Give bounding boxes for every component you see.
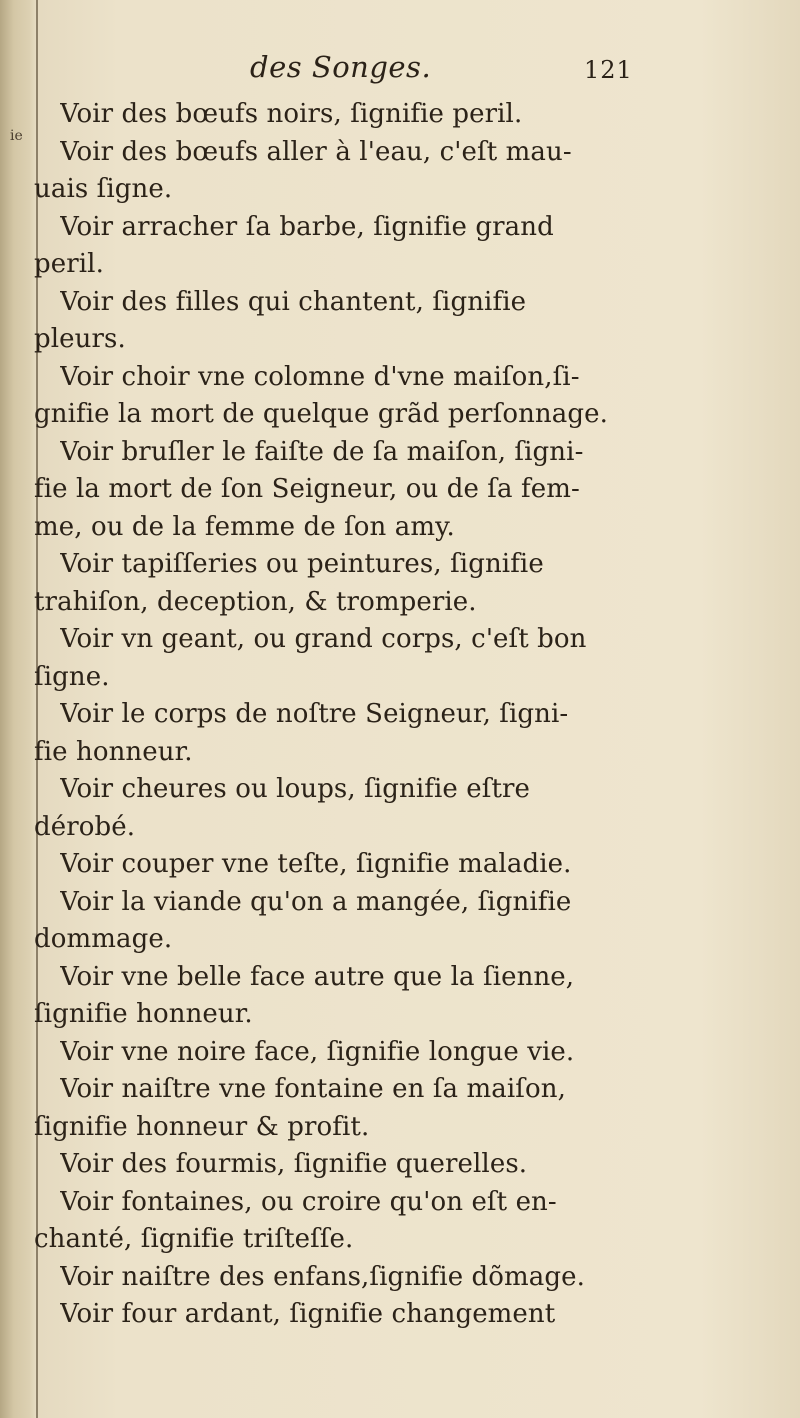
text-line: trahiſon, deception, & tromperie. [34, 586, 477, 617]
text-line: fie la mort de ſon Seigneur, ou de ſa fem- [34, 474, 580, 504]
text-line: ſigne. [34, 661, 110, 692]
text-line: dérobé. [34, 811, 136, 842]
text-line: gnifie la mort de quelque grãd perſonnage. [34, 399, 608, 429]
page-number: 121 [584, 56, 633, 84]
text-line: Voir la viande qu'on a mangée, ſignifie [60, 886, 572, 917]
binding-gutter [0, 0, 38, 1418]
text-line: Voir naiſtre des enfans,ſignifie dõmage. [60, 1261, 585, 1292]
text-line: ſignifie honneur. [34, 999, 253, 1029]
text-line: Voir four ardant, ſignifie changement [60, 1299, 556, 1329]
text-line: pleurs. [34, 324, 126, 354]
text-line: Voir tapiſſeries ou peintures, ſignifie [60, 549, 544, 579]
running-title: des Songes. [250, 50, 432, 84]
text-line: Voir des bœufs aller à l'eau, c'eſt mau- [60, 136, 572, 167]
text-line: Voir couper vne teſte, ſignifie maladie. [60, 849, 572, 879]
text-line: fie honneur. [34, 736, 193, 767]
text-line: Voir vne noire face, ſignifie longue vie. [60, 1036, 575, 1067]
text-line: Voir bruſler le faiſte de ſa maiſon, ſigni- [60, 436, 584, 467]
text-line: Voir fontaines, ou croire qu'on eſt en- [60, 1186, 557, 1217]
gutter-mark: ie [10, 128, 23, 144]
text-line: Voir le corps de noſtre Seigneur, ſigni- [60, 699, 569, 729]
text-line: Voir choir vne colomne d'vne maiſon,ſi- [60, 361, 580, 392]
text-line: Voir arracher ſa barbe, ſignifie grand [60, 211, 554, 242]
text-line: Voir vn geant, ou grand corps, c'eſt bon [60, 624, 587, 654]
page-header [0, 50, 800, 90]
text-line: Voir des filles qui chantent, ſignifie [60, 286, 527, 317]
text-line: chanté, ſignifie triſteſſe. [34, 1224, 354, 1254]
text-line: Voir des fourmis, ſignifie querelles. [60, 1149, 528, 1179]
text-line: Voir cheures ou loups, ſignifie eſtre [60, 774, 531, 804]
text-line: ſignifie honneur & profit. [34, 1111, 370, 1142]
text-line: Voir vne belle face autre que la ſienne, [60, 961, 575, 992]
text-line: me, ou de la femme de ſon amy. [34, 511, 455, 542]
body-text [34, 96, 650, 1334]
text-line: Voir des bœufs noirs, ſignifie peril. [60, 99, 523, 129]
text-line: dommage. [34, 924, 173, 954]
text-line: peril. [34, 249, 104, 279]
text-line: uais ſigne. [34, 174, 173, 204]
text-line: Voir naiſtre vne fontaine en ſa maiſon, [60, 1074, 566, 1104]
